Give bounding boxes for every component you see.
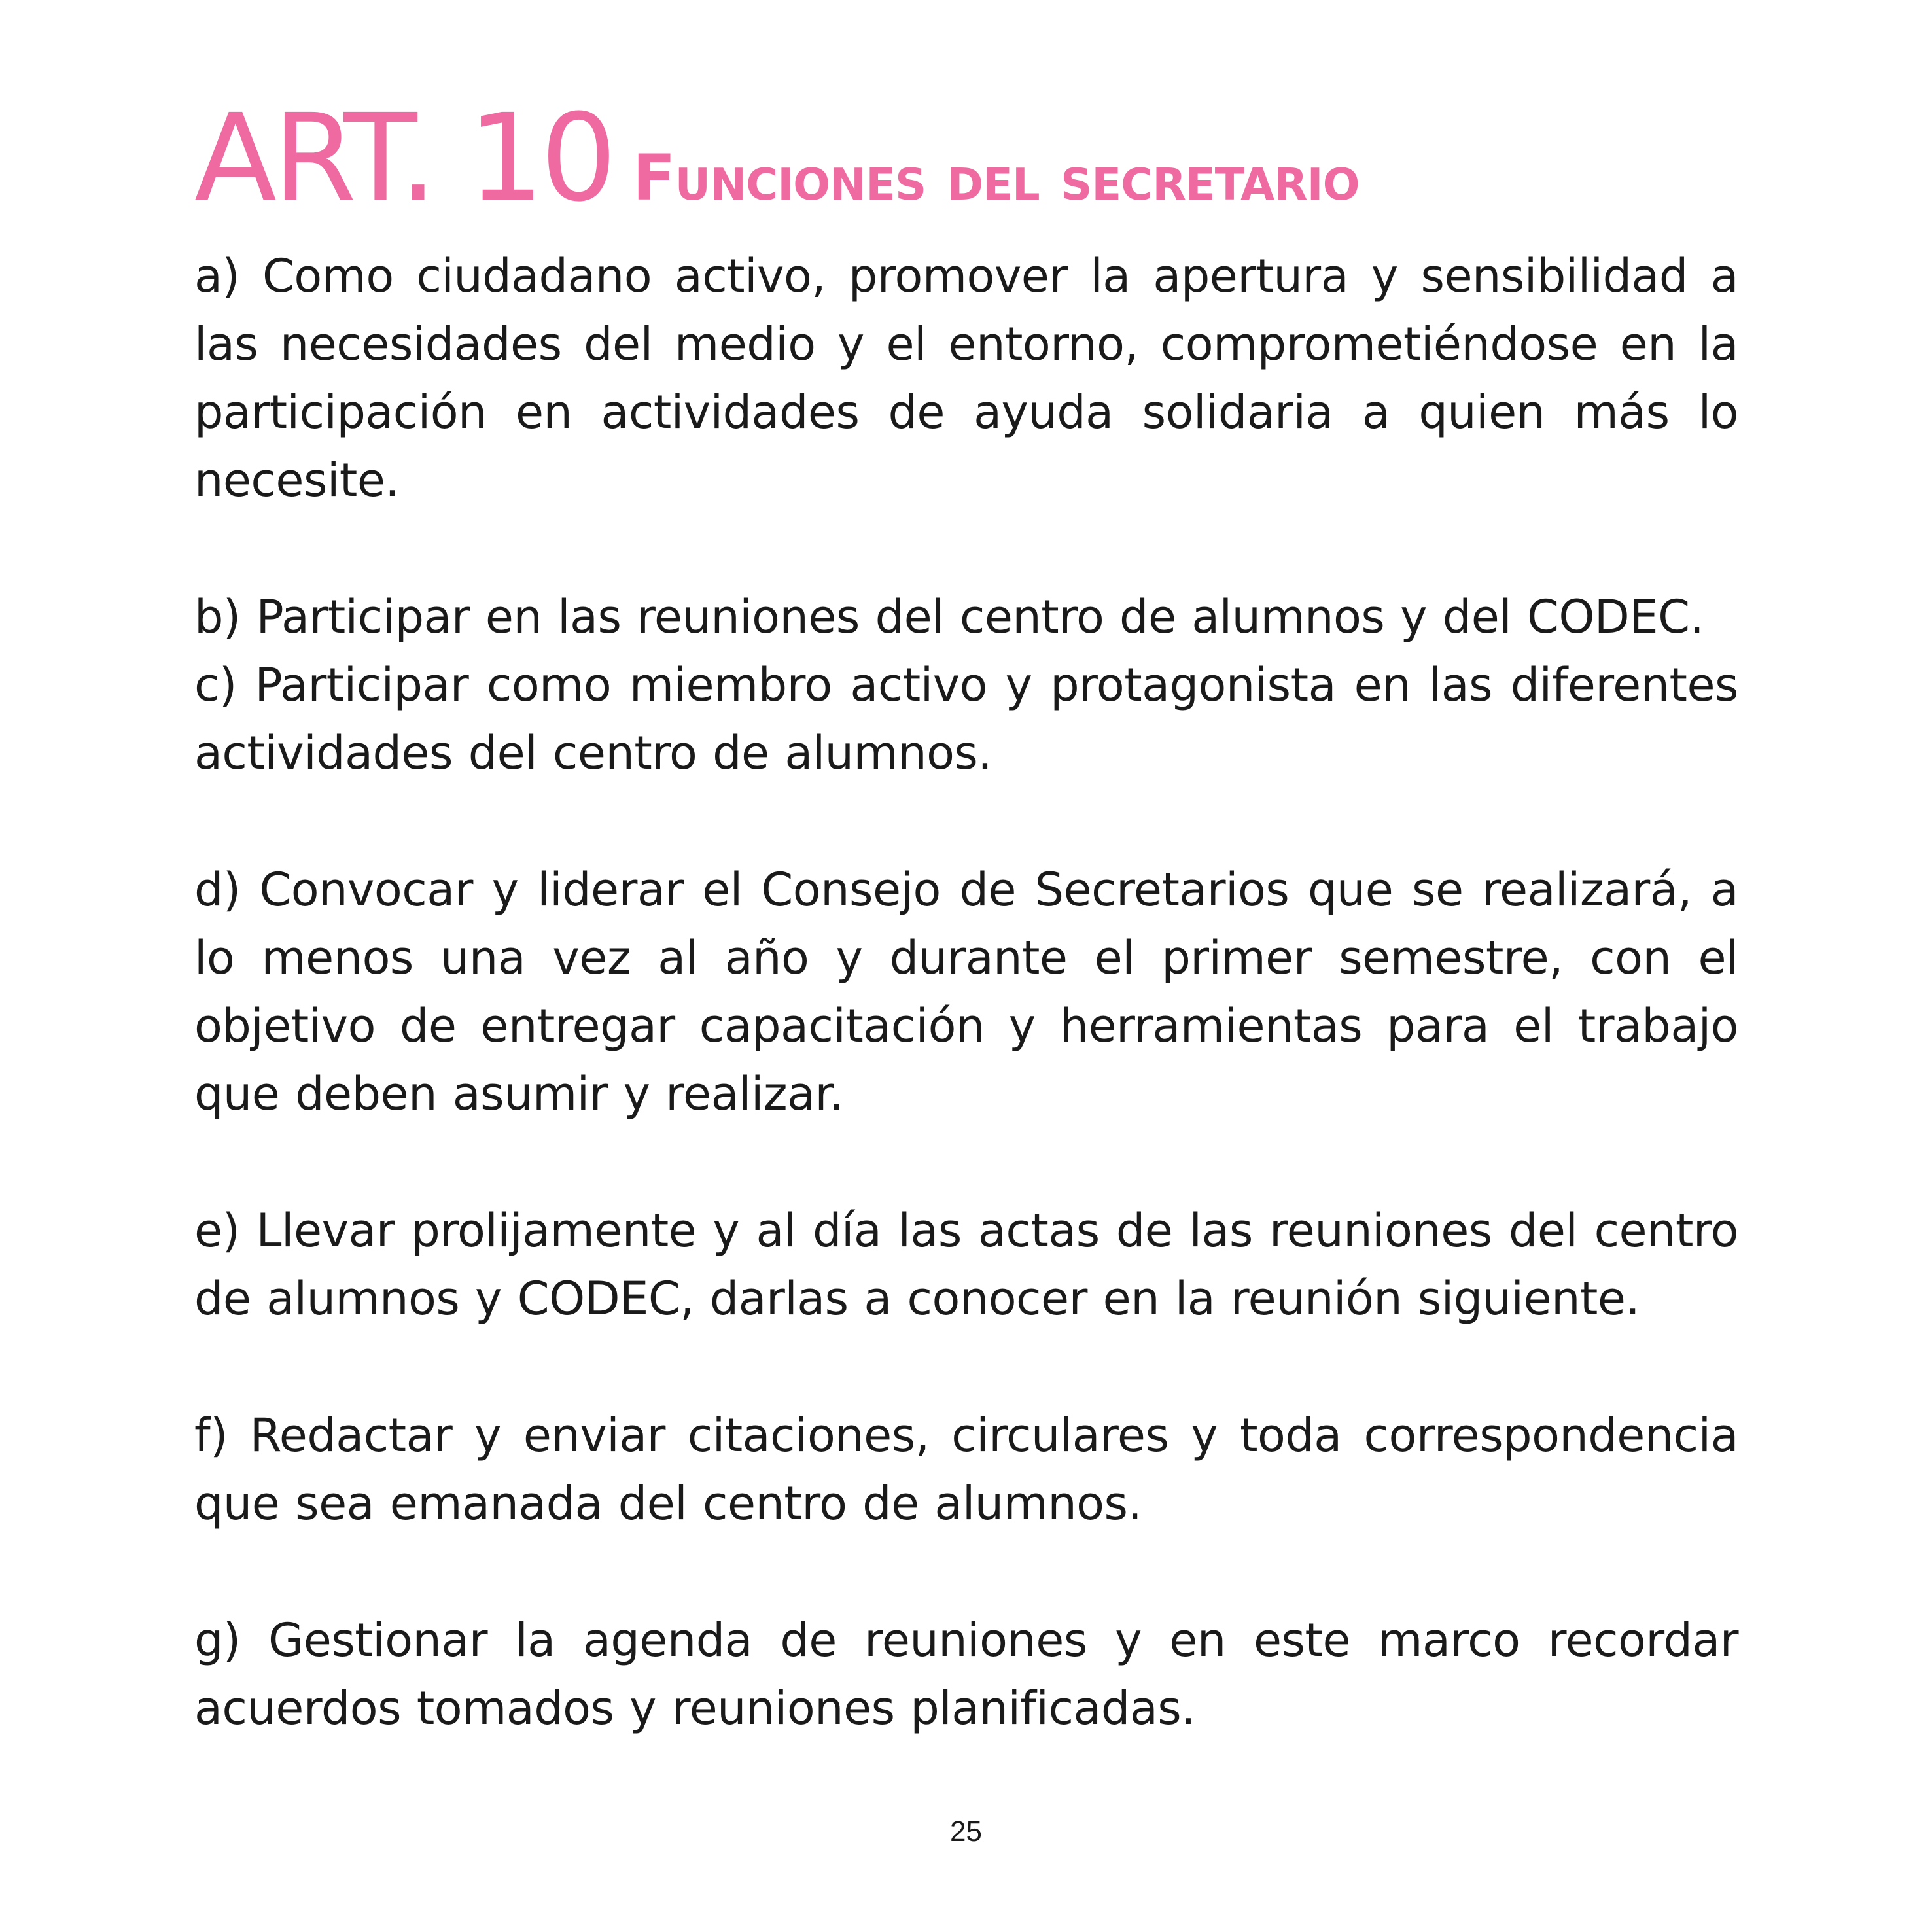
paragraph-d: d) Convocar y liderar el Consejo de Secretarios que se realizará, a lo menos una vez al año y durante el primer semestre, con el objetivo de entregar capacitación y herramientas para el trabajo que deben asumir y realizar. — [194, 863, 1738, 1121]
article-heading: Funciones del secretario — [633, 141, 1360, 215]
page-number: 25 — [950, 1816, 982, 1848]
page-title — [194, 88, 1765, 228]
article-body — [194, 242, 1738, 1811]
paragraph-f: f) Redactar y enviar citaciones, circulares y toda correspondencia que sea emanada del centro de alumnos. — [194, 1409, 1738, 1530]
article-number: ART. 10 — [194, 88, 614, 228]
paragraph-c: c) Participar como miembro activo y protagonista en las diferentes actividades del centro de alumnos. — [194, 658, 1738, 780]
paragraph-a: a) Como ciudadano activo, promover la apertura y sensibilidad a las necesidades del medio y el entorno, comprometiéndose en la participación en actividades de ayuda solidaria a quien más lo necesite. — [194, 249, 1738, 507]
paragraph-g: g) Gestionar la agenda de reuniones y en este marco recordar acuerdos tomados y reuniones planificadas. — [194, 1613, 1738, 1735]
paragraph-b: b) Participar en las reuniones del centro de alumnos y del CODEC. — [194, 590, 1704, 644]
paragraph-e: e) Llevar prolijamente y al día las actas de las reuniones del centro de alumnos y CODEC, darlas a conocer en la reunión siguiente. — [194, 1204, 1738, 1326]
